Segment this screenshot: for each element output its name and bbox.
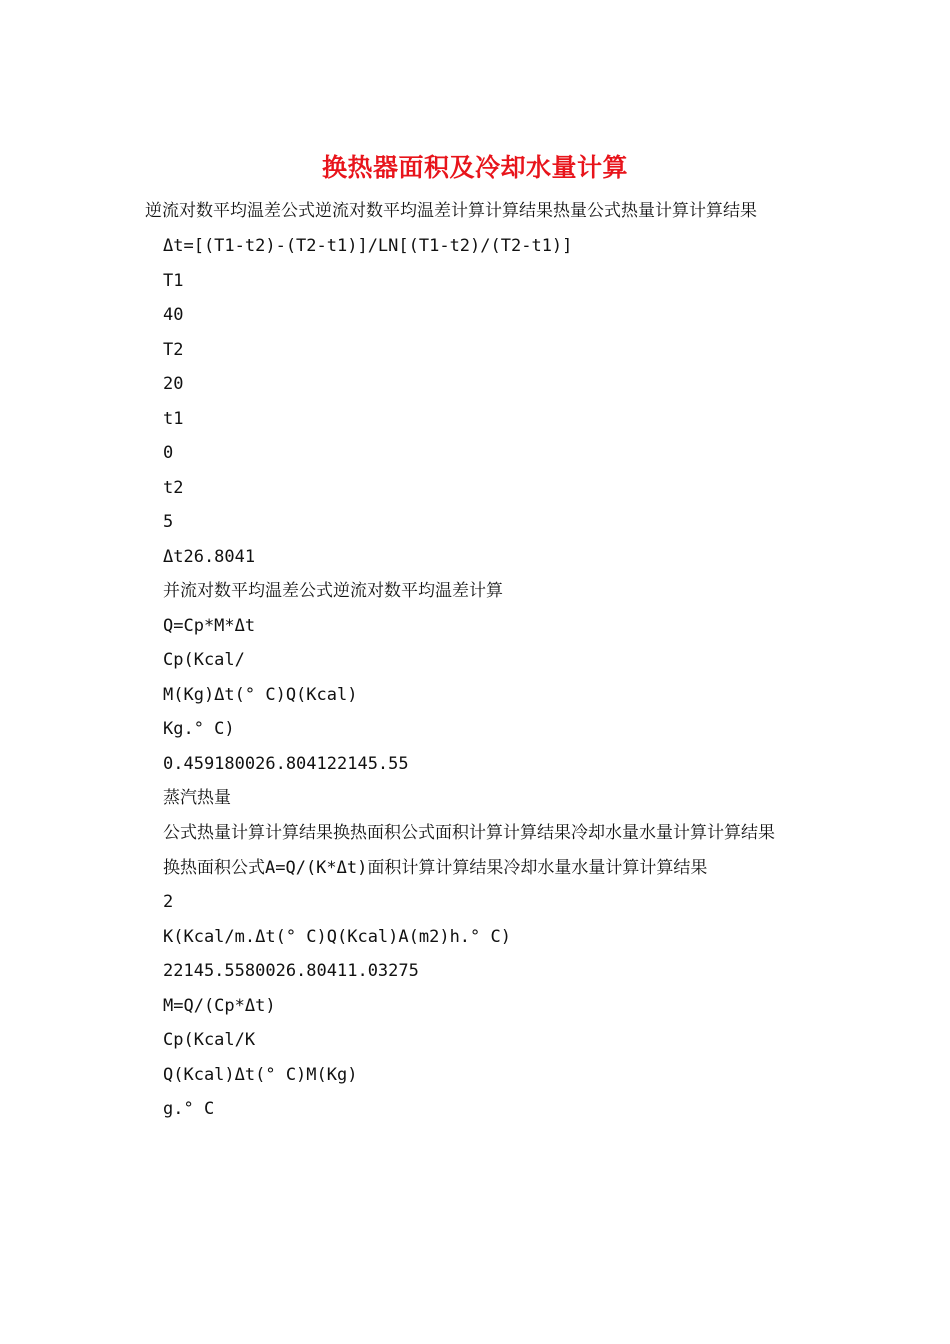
area-header: K(Kcal/m.Δt(° C)Q(Kcal)A(m2)h.° C) (163, 926, 511, 947)
heat-header-1: Cp(Kcal/ (163, 650, 245, 670)
text-line-parallel: 并流对数平均温差公式逆流对数平均温差计算 (163, 581, 503, 601)
formula-line: Δt=[(T1-t2)-(T2-t1)]/LN[(T1-t2)/(T2-t1)] (163, 236, 573, 256)
steam-heat-label: 蒸汽热量 (163, 788, 231, 808)
water-header-2: Q(Kcal)Δt(° C)M(Kg) (163, 1064, 358, 1085)
heat-formula: Q=Cp*M*Δt (163, 615, 256, 636)
area-values: 22145.5580026.80411.03275 (163, 961, 419, 981)
water-header-3: g.° C (163, 1099, 215, 1119)
value-t1: 0 (163, 443, 174, 463)
text-line-1: 逆流对数平均温差公式逆流对数平均温差计算计算结果热量公式热量计算计算结果 (145, 201, 757, 221)
heat-values: 0.459180026.804122145.55 (163, 753, 409, 774)
label-T2: T2 (163, 339, 184, 360)
delta-t-result: Δt26.8041 (163, 546, 256, 567)
value-T2: 20 (163, 374, 184, 394)
label-t2: t2 (163, 477, 184, 498)
heat-header-3: Kg.° C) (163, 719, 235, 739)
water-formula: M=Q/(Cp*Δt) (163, 995, 276, 1016)
text-line-area: 公式热量计算计算结果换热面积公式面积计算计算结果冷却水量水量计算计算结果 (163, 822, 775, 843)
superscript-2: 2 (163, 892, 174, 912)
value-t2: 5 (163, 512, 174, 532)
label-T1: T1 (163, 270, 184, 291)
label-t1: t1 (163, 408, 184, 429)
heat-header-2: M(Kg)Δt(° C)Q(Kcal) (163, 684, 358, 705)
document-title: 换热器面积及冷却水量计算 (321, 153, 628, 182)
document-body (145, 194, 805, 1127)
value-T1: 40 (163, 305, 184, 325)
area-formula: 换热面积公式A=Q/(K*Δt)面积计算计算结果冷却水量水量计算计算结果 (163, 857, 708, 878)
water-header-1: Cp(Kcal/K (163, 1030, 256, 1050)
